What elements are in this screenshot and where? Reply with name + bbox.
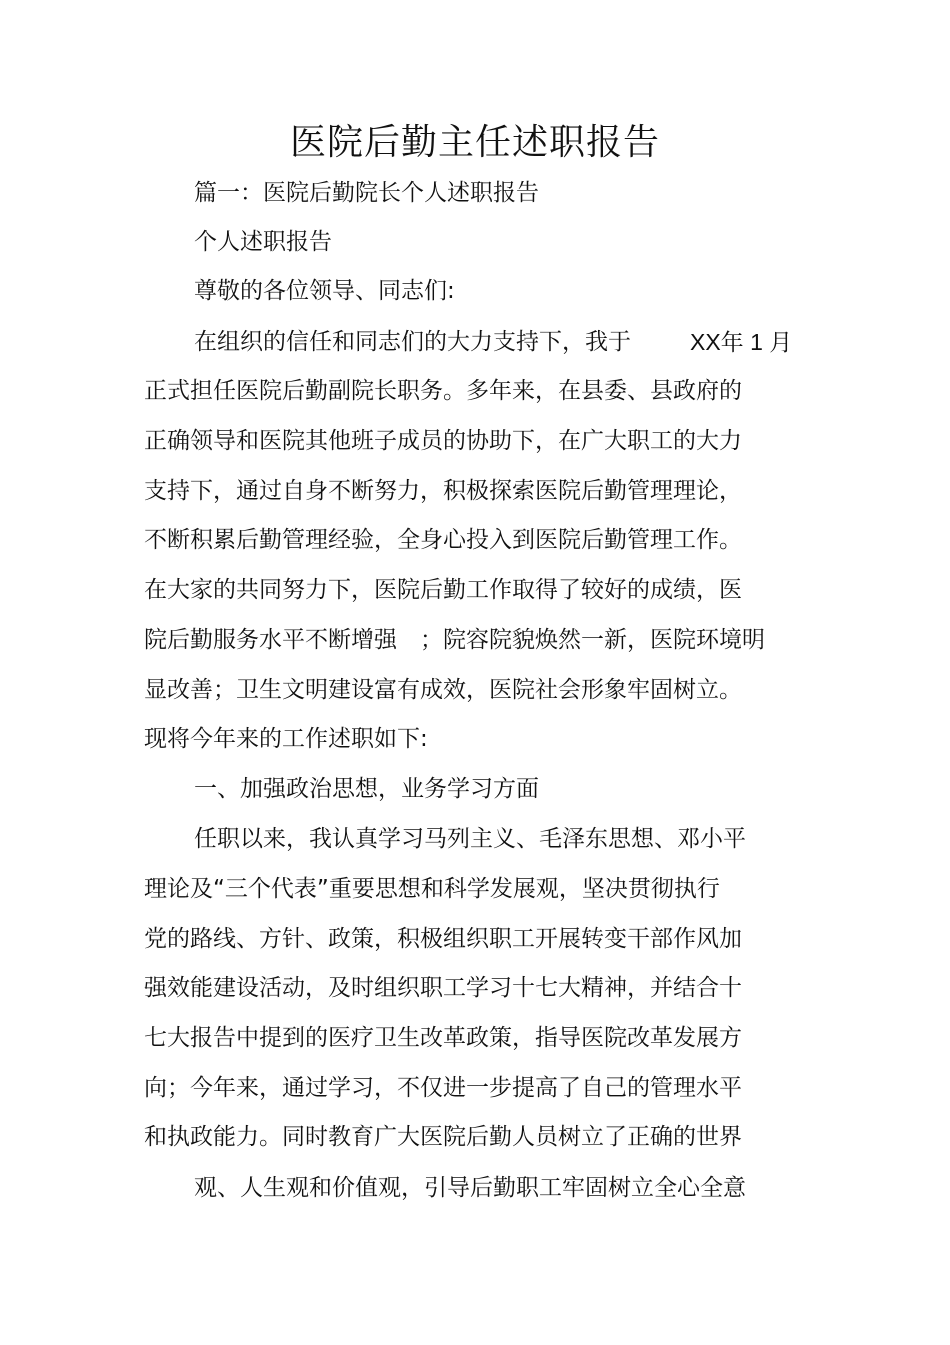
document-title: 医院后勤主任述职报告 xyxy=(289,122,660,163)
paragraph-line: 正确领导和医院其他班子成员的协助下，在广大职工的大力 xyxy=(144,428,742,454)
paragraph-line: 党的路线、方针、政策，积极组织职工开展转变干部作风加 xyxy=(144,926,742,952)
report-subtitle: 个人述职报告 xyxy=(194,229,332,255)
paragraph-line: 支持下，通过自身不断努力，积极探索医院后勤管理理论， xyxy=(144,478,742,504)
paragraph-line-date: XX年 1 月 xyxy=(690,329,793,355)
paragraph-line: 七大报告中提到的医疗卫生改革政策，指导医院改革发展方 xyxy=(144,1025,742,1051)
paragraph-line: 理论及“三个代表”重要思想和科学发展观，坚决贯彻执行 xyxy=(144,876,720,902)
salutation: 尊敬的各位领导、同志们: xyxy=(194,278,455,304)
paragraph-line: 强效能建设活动，及时组织职工学习十七大精神，并结合十 xyxy=(144,975,742,1001)
paragraph-line: 现将今年来的工作述职如下: xyxy=(144,726,428,752)
paragraph-line: 显改善；卫生文明建设富有成效，医院社会形象牢固树立。 xyxy=(144,677,742,703)
paragraph-line: 在组织的信任和同志们的大力支持下，我于 xyxy=(194,329,631,355)
paragraph-line: 向；今年来，通过学习，不仅进一步提高了自己的管理水平 xyxy=(144,1075,742,1101)
paragraph-line: 在大家的共同努力下，医院后勤工作取得了较好的成绩，医 xyxy=(144,577,742,603)
paragraph-line: 观、人生观和价值观，引导后勤职工牢固树立全心全意 xyxy=(194,1175,746,1201)
section-heading-part-one: 篇一：医院后勤院长个人述职报告 xyxy=(194,180,539,206)
paragraph-line: 院后勤服务水平不断增强 ；院容院貌焕然一新，医院环境明 xyxy=(144,627,765,653)
section-heading-one: 一、加强政治思想，业务学习方面 xyxy=(194,776,539,802)
paragraph-line: 任职以来，我认真学习马列主义、毛泽东思想、邓小平 xyxy=(194,826,746,852)
paragraph-line: 正式担任医院后勤副院长职务。多年来，在县委、县政府的 xyxy=(144,378,742,404)
paragraph-line: 不断积累后勤管理经验，全身心投入到医院后勤管理工作。 xyxy=(144,527,742,553)
paragraph-line: 和执政能力。同时教育广大医院后勤人员树立了正确的世界 xyxy=(144,1124,742,1150)
